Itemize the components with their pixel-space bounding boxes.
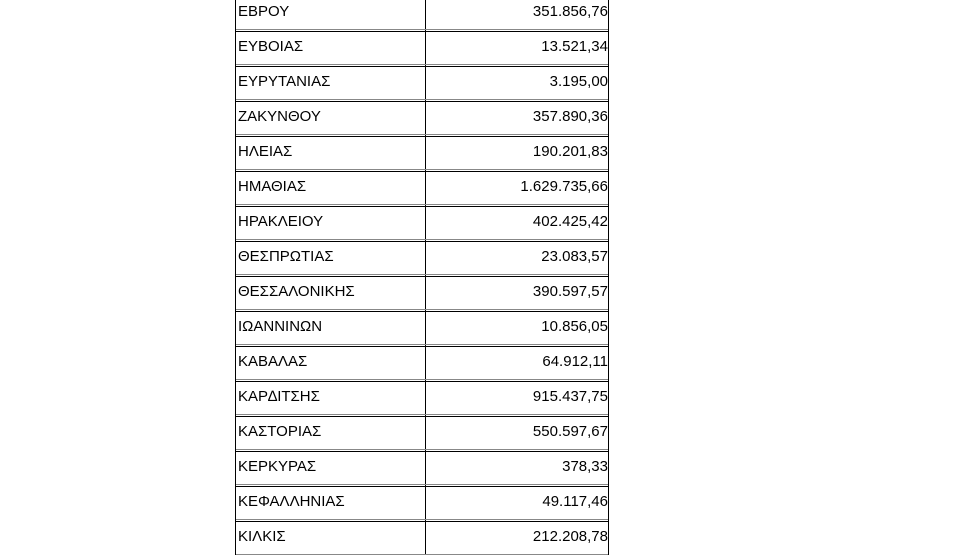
prefecture-name: ΖΑΚΥΝΘΟΥ	[238, 108, 321, 125]
table-row	[236, 0, 608, 32]
amount-value: 64.912,11	[542, 353, 608, 370]
table-row	[236, 207, 608, 242]
table-row	[236, 102, 608, 137]
data-table	[235, 0, 609, 555]
amount-value: 550.597,67	[532, 423, 608, 440]
prefecture-name: ΙΩΑΝΝΙΝΩΝ	[238, 318, 323, 335]
prefecture-name: ΚΑΣΤΟΡΙΑΣ	[238, 423, 322, 440]
prefecture-name: ΗΛΕΙΑΣ	[238, 143, 293, 160]
prefecture-name: ΕΥΡΥΤΑΝΙΑΣ	[238, 73, 331, 90]
amount-value: 1.629.735,66	[520, 178, 608, 195]
table-row	[236, 242, 608, 277]
table-row	[236, 172, 608, 207]
table-row	[236, 67, 608, 102]
amount-value: 49.117,46	[542, 493, 608, 510]
table-row	[236, 522, 608, 555]
table-row	[236, 487, 608, 522]
amount-value: 13.521,34	[541, 38, 608, 55]
table-row	[236, 347, 608, 382]
table-row	[236, 417, 608, 452]
table-row	[236, 137, 608, 172]
prefecture-name: ΘΕΣΠΡΩΤΙΑΣ	[238, 248, 334, 265]
prefecture-name: ΚΑΒΑΛΑΣ	[238, 353, 308, 370]
amount-value: 351.856,76	[532, 3, 608, 20]
amount-value: 3.195,00	[549, 73, 608, 90]
amount-value: 390.597,57	[532, 283, 608, 300]
table-row	[236, 312, 608, 347]
amount-value: 378,33	[562, 458, 608, 475]
table-row	[236, 382, 608, 417]
prefecture-name: ΗΜΑΘΙΑΣ	[238, 178, 307, 195]
amount-value: 23.083,57	[541, 248, 608, 265]
amount-value: 357.890,36	[532, 108, 608, 125]
prefecture-name: ΚΕΦΑΛΛΗΝΙΑΣ	[238, 493, 345, 510]
table-row	[236, 277, 608, 312]
table-row	[236, 32, 608, 67]
prefecture-name: ΗΡΑΚΛΕΙΟΥ	[238, 213, 324, 230]
prefecture-name: ΚΕΡΚΥΡΑΣ	[238, 458, 317, 475]
amount-value: 402.425,42	[532, 213, 608, 230]
prefecture-name: ΚΙΛΚΙΣ	[238, 528, 286, 545]
table-row	[236, 452, 608, 487]
prefecture-name: ΚΑΡ∆ΙΤΣΗΣ	[238, 388, 320, 405]
prefecture-name: ΕΒΡΟΥ	[238, 3, 290, 20]
prefecture-name: ΘΕΣΣΑΛΟΝΙΚΗΣ	[238, 283, 355, 300]
amount-value: 915.437,75	[532, 388, 608, 405]
amount-value: 190.201,83	[532, 143, 608, 160]
amount-value: 10.856,05	[541, 318, 608, 335]
amount-value: 212.208,78	[532, 528, 608, 545]
prefecture-name: ΕΥΒΟΙΑΣ	[238, 38, 304, 55]
